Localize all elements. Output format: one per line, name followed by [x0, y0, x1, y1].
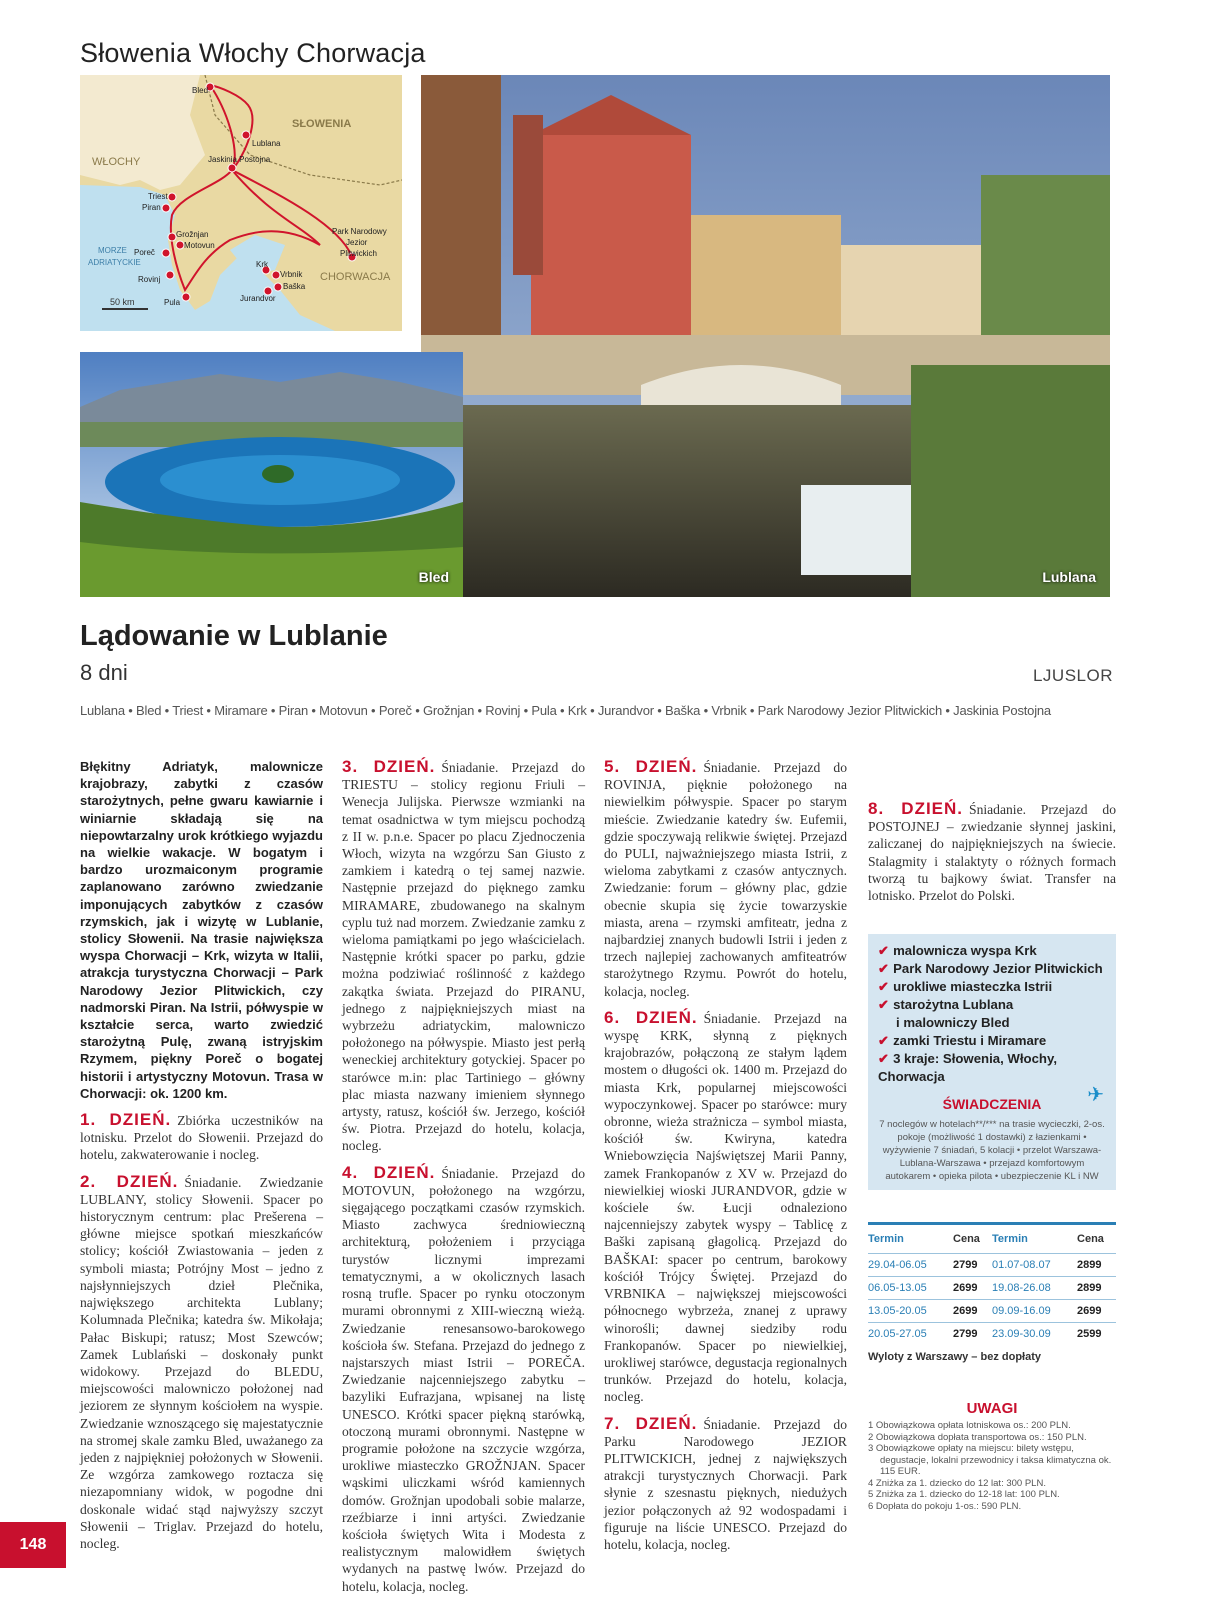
map-label-croatia: CHORWACJA: [320, 271, 391, 283]
map-italy-region: [80, 75, 205, 190]
map-dot-porec: [162, 249, 170, 257]
day-1: [80, 1111, 323, 1164]
price-table-header: [868, 1225, 1116, 1254]
day-4-text: Śniadanie. Przejazd do MOTOVUN, położonego na wzgórzu, sięgającego początkami czasów rzymskich. Miasto zachwyca średniowieczną architekturą, położeniem i przyciąga turystów licznymi imprezami tematycznymi, a w okolicznych lasach rosną trufle. Spacer po rynku otoczonym murami obronnymi z XIII-wieczną wieżą. Zwiedzanie renesansowo-barokowego kościoła św. Stefana. Przejazd do jednego z najstarszych miast Istrii – POREČA. Zwiedzanie najcenniejszego zabytku – bazyliki Eufrazjana, wpisanej na listę UNESCO. Krótki spacer piękną starówką, otoczoną murami obronnymi. Następne w programie położone na szczycie wzgórza, urokliwe miasteczko GROŽNJAN. Spacer wąskimi uliczkami wśród kamiennych domów. Grožnjan upodobali sobie malarze, rzeźbiarze i inni artyści. Zwiedzanie kościoła świętych Wita i Modesta z realistycznym malowidłem świętych wydanych na pastwę lwów. Przejazd do hotelu, kolacja, nocleg.: [342, 1165, 585, 1594]
map-dot-groznjan: [168, 233, 176, 241]
notes-title: UWAGI: [966, 1400, 1018, 1417]
check-icon: ✔: [878, 961, 890, 976]
day-3-text: Śniadanie. Przejazd do TRIESTU – stolicy regionu Friuli – Wenecja Julijska. Pierwsze wzmianki na temat osadnictwa w tym miejscu pochodzą z II w. p.n.e. Spacer po placu Zjednoczenia Włoch, wizyta na wzgórzu San Giusto z zamkiem i katedrą o tej samej nazwie. Następnie przejazd do pięknego zamku MIRAMARE, zbudowanego na skalnym cyplu tuż nad morzem. Zwiedzanie zamku z wieloma pamiątkami po jego właścicielach. Następnie krótki spacer po parku, gdzie można podziwiać roślinność z każdego zakątka świata. Przejazd do PIRANU, jednego z najpiękniejszych miast na wybrzeżu adriatyckim, malowniczo położonego na półwyspie. Miasto jest perłą weneckiej architektury gotyckiej. Spacer po starówce m.in: plac Tartiniego – główny plac miasta nazwany imieniem słynnego artysty, ratusz, kościół św. Jerzego, kościół św. Piotra. Przejazd do hotelu, kolacja, nocleg.: [342, 760, 585, 1154]
map-dot-motovun: [176, 241, 184, 249]
note-item: 3 Obowiązkowe opłaty na miejscu: bilety wstępu, degustacje, lokalni przewodnicy i taksa klimatyczna ok. 115 EUR.: [868, 1443, 1112, 1477]
map-label-postojna: Jaskinia Postojna: [208, 155, 271, 164]
map-label-italy: WŁOCHY: [92, 156, 141, 168]
check-icon: ✔: [878, 1033, 890, 1048]
tour-title: Lądowanie w Lublanie: [80, 620, 388, 652]
note-item: 5 Zniżka za 1. dziecko do 12-18 lat: 100 PLN.: [868, 1489, 1060, 1500]
day-2-text: Śniadanie. Zwiedzanie LUBLANY, stolicy Słowenii. Spacer po historycznym centrum: plac Prešerena – główne miejsce spotkań mieszkańców stolicy; kościół Zwiastowania – jeden z symboli miasta; Potrójny Most – jedno z najsłynniejszych dzieł Plečnika, największego architekta Lublany; Kolumnada Plečnika; katedra św. Mikołaja; Pałac Biskupi; ratusz; Most Szewców; Zamek Lublański – doskonały punkt widokowy. Przejazd do BLEDU, miejscowości malowniczo położonej nad jeziorem ze słynnym kościołem na wyspie. Zwiedzanie wznoszącego się majestatycznie na stromej skale zamku Bled, uważanego za jeden z najpiękniej położonych w Słowenii. Ze wzgórza zamkowego roztacza się niezapomniany widok, w pogodne dni doskonale widać stąd najwyższy szczyt Słowenii – Triglav. Przejazd do hotelu, nocleg.: [80, 1174, 323, 1551]
map-label-porec: Poreč: [134, 248, 155, 257]
map-label-triest: Triest: [148, 192, 168, 201]
tour-code: LJUSLOR: [1032, 666, 1113, 685]
day-5-heading: 5. DZIEŃ.: [604, 757, 698, 776]
map-dot-rovinj: [166, 271, 174, 279]
day-8-text: Śniadanie. Przejazd do POSTOJNEJ – zwiedzanie słynnej jaskini, zaliczanej do najpiękniejszych na świecie. Stalagmity i stalaktyty o różnych formach tworzą tu bajkowy świat. Transfer na lotnisko. Przelot do Polski.: [868, 802, 1116, 904]
day-8: [868, 800, 1116, 904]
note-item: 2 Obowiązkowa dopłata transportowa os.: 150 PLN.: [868, 1431, 1087, 1443]
note-item: 6 Dopłata do pokoju 1-os.: 590 PLN.: [868, 1500, 1022, 1512]
map-dot-baska: [274, 283, 282, 291]
highlight-item-continuation: i malowniczy Bled: [896, 1015, 1010, 1030]
check-icon: ✔: [878, 979, 890, 994]
check-icon: ✔: [878, 1051, 890, 1066]
header-term-2: Termin: [991, 1233, 1028, 1245]
map-label-lublana: Lublana: [252, 139, 281, 148]
intro-text: Błękitny Adriatyk, malownicze krajobrazy, zabytki z czasów starożytnych, pełne gwaru kawiarnie i winiarnie składają się na niepowtarzalny urok krótkiego wyjazdu na wielkie wakacje. W bogatym i bardzo urozmaiconym programie zaplanowano zarówno zwiedzanie imponujących zabytków z czasów rzymskich, jak i wizytę w Lublanie, stolicy Słowenii. Na trasie największa wyspa Chorwacji – Krk, wizyta w Italii, atrakcja turystyczna Chorwacji – Park Narodowy Jezior Plitwickich, czy nadmorski Piran. Na Istrii, półwyspie w kształcie serca, warto zwiedzić starożytną Pulę, zwaną istryjskim Rzymem, piękny Poreč o bogatej historii i artystyczny Motovun. Trasa w Chorwacji: ok. 1200 km.: [80, 759, 323, 1101]
highlight-item: ✔ urokliwe miasteczka Istrii: [878, 979, 1053, 994]
map-dot-postojna: [228, 164, 236, 172]
map-dot-triest: [168, 193, 176, 201]
page-number: 148: [0, 1522, 66, 1568]
highlight-item: ✔ starożytna Lublana: [878, 997, 1014, 1012]
day-6-heading: 6. DZIEŃ.: [604, 1007, 698, 1027]
map-label-sea-1: MORZE: [98, 246, 127, 255]
map-label-bled: Bled: [192, 86, 209, 95]
services-text: 7 noclegów w hotelach**/*** na trasie wycieczki, 2-os. pokoje (możliwość 1 dostawki) z łazienkami • wyżywienie 7 śniadań, 5 kolacji • przelot Warszawa-Lublana-Warszawa • przejazd komfortowym autokarem • opieka pilota • ubezpieczenie KL i NW: [879, 1119, 1105, 1182]
header-price-1: Cena: [953, 1233, 980, 1245]
day-6-text: Śniadanie. Przejazd na wyspę KRK, słynną z pięknych krajobrazów, połączoną ze stałym lądem mostem o długości ok. 1400 m. Przejazd do miasta Krk, popularnej miejscowości wypoczynkowej. Spacer po starówce: mury obronne, wieża strażnicza – symbol miasta, kościół św. Kwiryna, katedra Wniebowzięcia Najświętszej Marii Panny, zamek Frankopanów z XV w. Przejazd do niewielkiej wioski JURANDVOR, gdzie w kościele św. Łucji odnaleziono najcenniejszy zabytek wyspy – Tablicę z Baški zapisaną głagolicą. Przejazd do BAŠKAI: spacer po centrum, barokowy kościół Trójcy Świętej. Przejazd do VRBNIKA – największej miejscowości północnego wybrzeża, znanej z uprawy winorośli; dawnej siedziby rodu Frankopanów. Spacer po niewielkiej, urokliwej starówce, degustacja regionalnych trunków. Przejazd do hotelu, kolacja, nocleg.: [604, 1010, 847, 1405]
day-7-heading: 7. DZIEŃ.: [604, 1413, 698, 1433]
route-map-svg: [80, 75, 402, 331]
day-5-text: Śniadanie. Przejazd do ROVINJA, pięknie położonego na niewielkim półwyspie. Spacer po starym mieście. Zwiedzanie katedry św. Eufemii, gdzie spoczywają relikwie świętej. Przejazd do PULI, najważniejszego miasta Istrii, z wieloma zabytkami z czasów antycznych. Zwiedzanie: forum – główny plac, gdzie obecnie skupia się życie towarzyskie miasta, arena – rzymski amfiteatr, jedna z najbardziej znanych budowli Istrii i jeden z trzech najlepiej zachowanych amfiteatrów starożytnego Rzymu. Powrót do hotelu, kolacja, nocleg.: [604, 760, 847, 999]
note-item: 4 Zniżka za 1. dziecko do 12 lat: 300 PLN.: [868, 1477, 1046, 1489]
day-1-heading: 1. DZIEŃ.: [80, 1110, 172, 1130]
day-3-heading: 3. DZIEŃ.: [342, 757, 436, 776]
day-8-heading: 8. DZIEŃ.: [868, 799, 964, 818]
text-column-3: [604, 758, 847, 1562]
table-row: 20.05-27.05 2799 23.09-30.09 2599: [868, 1323, 1116, 1346]
day-4: [342, 1164, 585, 1595]
note-item: 1 Obowiązkowa opłata lotniskowa os.: 200 PLN.: [868, 1420, 1071, 1431]
map-label-pula: Pula: [164, 298, 181, 307]
highlight-item: ✔ 3 kraje: Słowenia, Włochy, Chorwacja: [878, 1051, 1057, 1084]
text-column-1: [80, 758, 323, 1561]
table-row: 06.05-13.05 2699 19.08-26.08 2899: [868, 1277, 1116, 1300]
map-label-scale: 50 km: [110, 297, 135, 307]
highlight-item: ✔ zamki Triestu i Miramare: [878, 1033, 1047, 1048]
map-label-slovenia: SŁOWENIA: [292, 118, 352, 130]
services-title: ŚWIADCZENIA: [942, 1096, 1042, 1112]
map-label-motovun: Motovun: [184, 241, 215, 250]
price-table: [868, 1222, 1116, 1363]
header-term-1: Termin: [868, 1233, 904, 1245]
photo-lublana-illustration: [418, 75, 1110, 597]
map-label-rovinj: Rovinj: [138, 275, 161, 284]
highlight-item: ✔ malownicza wyspa Krk: [878, 943, 1037, 958]
map-label-vrbnik: Vrbnik: [280, 270, 303, 279]
map-label-plitvice-1: Park Narodowy: [332, 227, 387, 236]
text-column-2: [342, 758, 585, 1600]
text-column-4: [868, 800, 1116, 913]
notes-list: [868, 1420, 1116, 1512]
flights-note: Wyloty z Warszawy – bez dopłaty: [868, 1351, 1041, 1363]
day-2-heading: 2. DZIEŃ.: [80, 1171, 179, 1191]
day-5: [604, 758, 847, 1000]
table-row: 29.04-06.05 2799 01.07-08.07 2899: [868, 1254, 1116, 1277]
check-icon: ✔: [878, 943, 890, 958]
map-dot-lublana: [242, 131, 250, 139]
day-4-heading: 4. DZIEŃ.: [342, 1162, 436, 1182]
map-label-plitvice-2: Jezior: [346, 238, 368, 247]
day-3: [342, 758, 585, 1155]
highlights-box: [868, 934, 1116, 1190]
table-row: 13.05-20.05 2699 09.09-16.09 2699: [868, 1300, 1116, 1323]
map-label-groznjan: Grožnjan: [176, 230, 209, 239]
map-label-baska: Baška: [283, 282, 306, 291]
header-price-2: Cena: [1077, 1233, 1104, 1245]
map-dot-vrbnik: [272, 271, 280, 279]
map-label-krk: Krk: [256, 260, 268, 269]
map-label-plitvice-3: Plitwickich: [340, 249, 377, 258]
day-7: [604, 1415, 847, 1554]
route-map: [80, 75, 402, 331]
map-label-jurandvor: Jurandvor: [240, 294, 276, 303]
day-1-text: Zbiórka uczestników na lotnisku. Przelot do Słowenii. Przejazd do hotelu, zakwaterowanie i nocleg.: [80, 1113, 324, 1163]
map-label-piran: Piran: [142, 203, 161, 212]
page-header-title: Słowenia Włochy Chorwacja: [80, 38, 426, 68]
day-7-text: Śniadanie. Przejazd do Parku Narodowego JEZIOR PLITWICKICH, jednej z największych atrakcji turystycznych Chorwacji. Park słynie z szesnastu pięknych, niedużych jezior połączonych aż 92 wodospadami i figuruje na liście UNESCO. Przejazd do hotelu, kolacja, nocleg.: [604, 1416, 847, 1552]
map-label-sea-2: ADRIATYCKIE: [88, 258, 141, 267]
day-2: [80, 1173, 323, 1552]
tour-route: Lublana • Bled • Triest • Miramare • Piran • Motovun • Poreč • Grožnjan • Rovinj • Pula • Krk • Jurandvor • Baška • Vrbnik • Park Narodowy Jezior Plitwickich • Jaskinia Postojna: [80, 703, 1051, 718]
day-6: [604, 1009, 847, 1406]
check-icon: ✔: [878, 997, 890, 1012]
photo-lublana-caption: Lublana: [1042, 569, 1096, 585]
photo-bled: [80, 352, 463, 597]
photo-bled-illustration: [80, 352, 463, 597]
highlight-item: ✔ Park Narodowy Jezior Plitwickich: [878, 961, 1103, 976]
photo-bled-caption: Bled: [418, 569, 449, 585]
map-dot-pula: [182, 293, 190, 301]
plane-icon: ✈: [1087, 1084, 1104, 1106]
photo-lublana: [418, 75, 1110, 597]
tour-duration: 8 dni: [80, 660, 128, 685]
map-dot-piran: [162, 204, 170, 212]
